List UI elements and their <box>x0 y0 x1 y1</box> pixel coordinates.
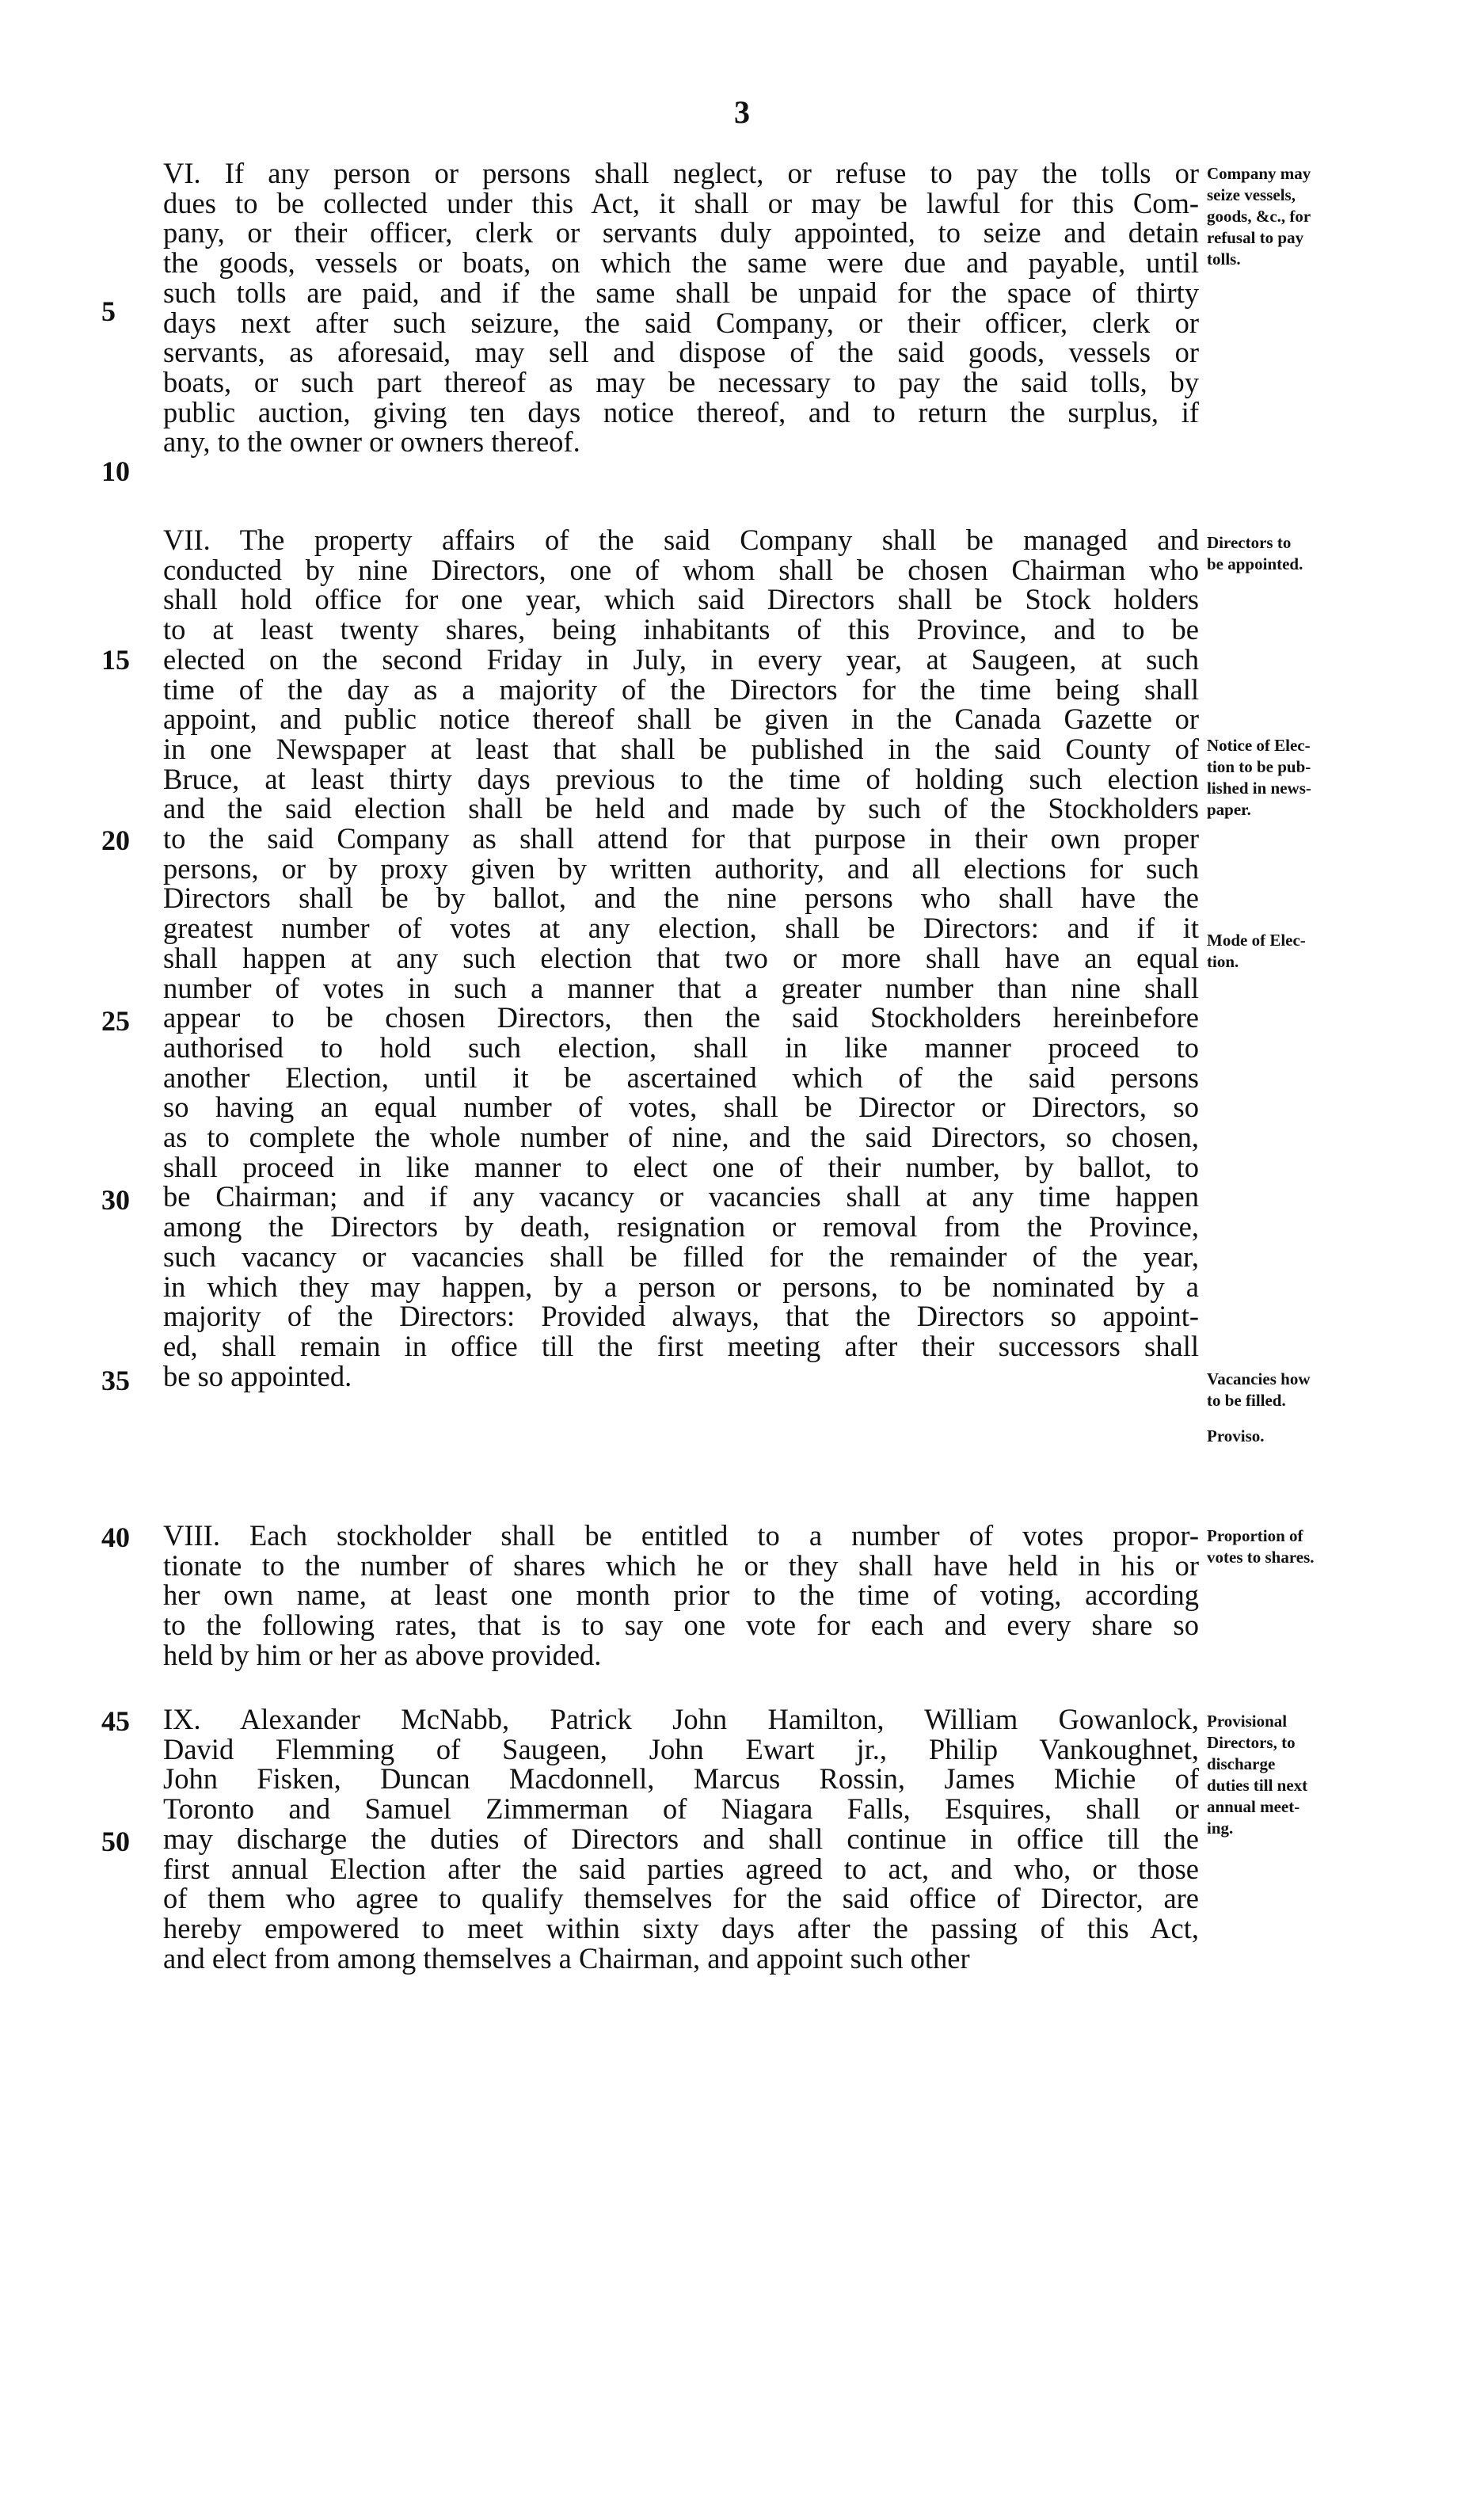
line-number: 25 <box>101 1005 130 1037</box>
text-line: IX. Alexander McNabb, Patrick John Hamilton, William Gowanlock, <box>163 1703 1199 1735</box>
text-line: in which they may happen, by a person or persons, to be nominated by a <box>163 1270 1199 1303</box>
text-line: elected on the second Friday in July, in every year, at Saugeen, at such <box>163 642 1199 676</box>
text-line: to at least twenty shares, being inhabitants of this Province, and to be <box>163 613 1199 646</box>
text-line: David Flemming of Saugeen, John Ewart jr., Philip Vankoughnet, <box>163 1732 1199 1765</box>
margin-note-line: ing. <box>1207 1819 1234 1838</box>
text-line: be Chairman; and if any vacancy or vacancies shall at any time happen <box>163 1180 1199 1213</box>
section-ix <box>163 1704 1199 1973</box>
page-number: 3 <box>734 94 750 130</box>
text-line: hereby empowered to meet within sixty days after the passing of this Act, <box>163 1911 1199 1944</box>
text-line: first annual Election after the said parties agreed to act, and who, or those <box>163 1852 1199 1885</box>
line-number: 30 <box>101 1184 130 1216</box>
margin-note-line: Company may <box>1207 164 1311 183</box>
margin-note-line: duties till next <box>1207 1776 1308 1795</box>
text-line: be so appointed. <box>163 1359 352 1392</box>
margin-note-directors <box>1207 532 1397 575</box>
margin-note-line: Provisional <box>1207 1712 1288 1731</box>
margin-note-line: Proportion of <box>1207 1526 1303 1545</box>
text-line: the goods, vessels or boats, on which the same were due and payable, until <box>163 246 1199 280</box>
line-number: 5 <box>101 295 116 327</box>
text-line: her own name, at least one month prior to the time of voting, according <box>163 1579 1199 1612</box>
text-line: Bruce, at least thirty days previous to the time of holding such election <box>163 762 1199 795</box>
margin-note-line: Proviso. <box>1207 1426 1265 1445</box>
text-line: Toronto and Samuel Zimmerman of Niagara Falls, Esquires, shall or <box>163 1792 1199 1826</box>
margin-note-line: discharge <box>1207 1754 1276 1773</box>
margin-note-line: refusal to pay <box>1207 228 1304 247</box>
margin-note-notice <box>1207 735 1397 821</box>
line-number: 45 <box>101 1705 130 1737</box>
text-line: such tolls are paid, and if the same shall be unpaid for the space of thirty <box>163 276 1199 309</box>
margin-note-line: annual meet- <box>1207 1797 1300 1816</box>
text-line: any, to the owner or owners thereof. <box>163 425 580 459</box>
text-line: tionate to the number of shares which he or they shall have held in his or <box>163 1548 1199 1582</box>
margin-note-line: tolls. <box>1207 249 1241 268</box>
text-line: and elect from among themselves a Chairman, and appoint such other <box>163 1941 970 1975</box>
text-line: persons, or by proxy given by written authority, and all elections for such <box>163 851 1199 885</box>
margin-note-line: tion to be pub- <box>1207 757 1311 776</box>
text-line: shall happen at any such election that two or more shall have an equal <box>163 941 1199 974</box>
section-vii <box>163 525 1199 1391</box>
text-line: pany, or their officer, clerk or servants duly appointed, to seize and detain <box>163 216 1199 249</box>
margin-note-line: seize vessels, <box>1207 185 1296 204</box>
margin-note-provisional <box>1207 1711 1397 1839</box>
margin-note-proviso <box>1207 1426 1397 1447</box>
text-line: Directors shall be by ballot, and the nine persons who shall have the <box>163 882 1199 915</box>
margin-note-line: be appointed. <box>1207 554 1303 573</box>
text-line: of them who agree to qualify themselves for the said office of Director, are <box>163 1882 1199 1915</box>
margin-note-vacancies <box>1207 1369 1397 1411</box>
margin-note-line: paper. <box>1207 800 1251 819</box>
text-line: servants, as aforesaid, may sell and dispose of the said goods, vessels or <box>163 336 1199 369</box>
text-line: and the said election shall be held and made by such of the Stockholders <box>163 792 1199 825</box>
text-line: to the following rates, that is to say one vote for each and every share so <box>163 1609 1199 1642</box>
margin-note-line: Notice of Elec- <box>1207 736 1311 755</box>
text-line: authorised to hold such election, shall in like manner proceed to <box>163 1030 1199 1064</box>
text-line: may discharge the duties of Directors and shall continue in office till the <box>163 1822 1199 1855</box>
text-line: dues to be collected under this Act, it shall or may be lawful for this Com- <box>163 186 1199 219</box>
text-line: ed, shall remain in office till the first meeting after their successors shall <box>163 1329 1199 1362</box>
section-vi <box>163 158 1199 457</box>
text-line: conducted by nine Directors, one of whom shall be chosen Chairman who <box>163 553 1199 586</box>
line-number: 20 <box>101 825 130 856</box>
text-line: VI. If any person or persons shall neglect, or refuse to pay the tolls or <box>163 157 1199 189</box>
margin-note-line: Directors to <box>1207 533 1292 552</box>
line-number: 10 <box>101 455 130 487</box>
margin-note-line: tion. <box>1207 952 1239 971</box>
text-line: days next after such seizure, the said Company, or their officer, clerk or <box>163 306 1199 339</box>
text-line: time of the day as a majority of the Directors for the time being shall <box>163 672 1199 706</box>
text-line: majority of the Directors: Provided always, that the Directors so appoint- <box>163 1300 1199 1333</box>
margin-note-line: votes to shares. <box>1207 1548 1315 1567</box>
margin-note-seize <box>1207 163 1397 270</box>
text-line: so having an equal number of votes, shall be Director or Directors, so <box>163 1091 1199 1124</box>
text-line: to the said Company as shall attend for that purpose in their own proper <box>163 822 1199 855</box>
text-line: such vacancy or vacancies shall be filled for the remainder of the year, <box>163 1240 1199 1273</box>
margin-note-line: Vacancies how <box>1207 1369 1311 1388</box>
line-number: 40 <box>101 1522 130 1553</box>
text-line: shall hold office for one year, which said Directors shall be Stock holders <box>163 583 1199 616</box>
text-line: appear to be chosen Directors, then the said Stockholders hereinbefore <box>163 1001 1199 1034</box>
text-line: number of votes in such a manner that a greater number than nine shall <box>163 971 1199 1004</box>
text-line: another Election, until it be ascertained which of the said persons <box>163 1061 1199 1094</box>
margin-note-line: lished in news- <box>1207 779 1311 798</box>
line-number: 15 <box>101 644 130 676</box>
margin-note-line: Directors, to <box>1207 1733 1296 1752</box>
margin-note-proportion <box>1207 1525 1397 1568</box>
text-line: public auction, giving ten days notice thereof, and to return the surplus, if <box>163 395 1199 428</box>
line-number: 50 <box>101 1826 130 1857</box>
text-line: VII. The property affairs of the said Company shall be managed and <box>163 524 1199 556</box>
text-line: appoint, and public notice thereof shall be given in the Canada Gazette or <box>163 703 1199 736</box>
text-line: among the Directors by death, resignation or removal from the Province, <box>163 1210 1199 1243</box>
text-line: shall proceed in like manner to elect one of their number, by ballot, to <box>163 1150 1199 1183</box>
margin-note-line: to be filled. <box>1207 1391 1286 1410</box>
text-line: John Fisken, Duncan Macdonnell, Marcus Rossin, James Michie of <box>163 1762 1199 1796</box>
margin-note-mode <box>1207 930 1397 973</box>
margin-note-line: goods, &c., for <box>1207 207 1311 226</box>
text-line: in one Newspaper at least that shall be published in the said County of <box>163 732 1199 765</box>
text-line: held by him or her as above provided. <box>163 1638 602 1671</box>
margin-note-line: Mode of Elec- <box>1207 931 1306 950</box>
text-line: as to complete the whole number of nine, and the said Directors, so chosen, <box>163 1121 1199 1154</box>
text-line: boats, or such part thereof as may be necessary to pay the said tolls, by <box>163 365 1199 398</box>
text-line: VIII. Each stockholder shall be entitled to a number of votes propor- <box>163 1519 1199 1552</box>
line-number: 35 <box>101 1365 130 1396</box>
text-line: greatest number of votes at any election, shall be Directors: and if it <box>163 912 1199 945</box>
section-viii <box>163 1521 1199 1670</box>
